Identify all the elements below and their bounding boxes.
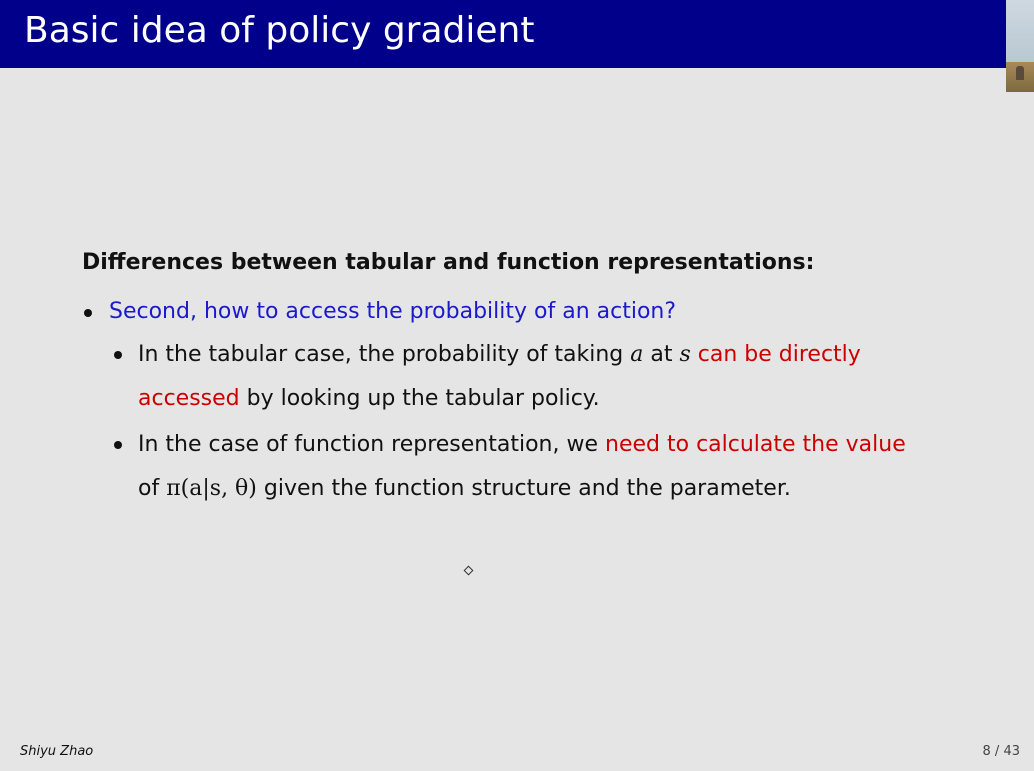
sub1-highlight-2: accessed	[138, 386, 240, 411]
sub1-text-3: by looking up the tabular policy.	[239, 386, 600, 411]
footer-page-number: 8 / 43	[982, 744, 1020, 759]
bullet-icon	[114, 351, 122, 359]
sub1-highlight-1: can be directly	[697, 342, 861, 367]
math-policy-expression: π(a|s, θ)	[166, 476, 257, 501]
sub1-text-1: In the tabular case, the probability of taking	[138, 342, 631, 367]
math-var-a: a	[630, 342, 644, 367]
sub2-text-1: In the case of function representation, we	[138, 432, 606, 457]
math-var-s: s	[679, 342, 691, 367]
footer-author: Shiyu Zhao	[20, 744, 94, 759]
section-heading: Differences between tabular and function representations:	[82, 250, 815, 275]
sub-bullet-tabular	[111, 333, 982, 421]
sub2-text-3: given the function structure and the parameter.	[256, 476, 791, 501]
sub2-text-2: of	[138, 476, 167, 501]
logo-sky	[1006, 0, 1034, 62]
slide-header	[0, 0, 1006, 68]
slide-content	[82, 244, 982, 511]
sub1-text-2: at	[643, 342, 680, 367]
bullet-icon	[114, 441, 122, 449]
sub2-highlight: need to calculate the value	[605, 432, 906, 457]
logo-photo-icon	[1006, 0, 1034, 92]
sub-bullet-function	[111, 423, 982, 511]
logo-figure	[1016, 66, 1024, 80]
slide-title: Basic idea of policy gradient	[24, 10, 535, 51]
bullet-item	[82, 297, 982, 327]
cursor-icon	[464, 566, 474, 576]
bullet-icon	[84, 309, 92, 317]
bullet-question: Second, how to access the probability of an action?	[109, 299, 677, 324]
